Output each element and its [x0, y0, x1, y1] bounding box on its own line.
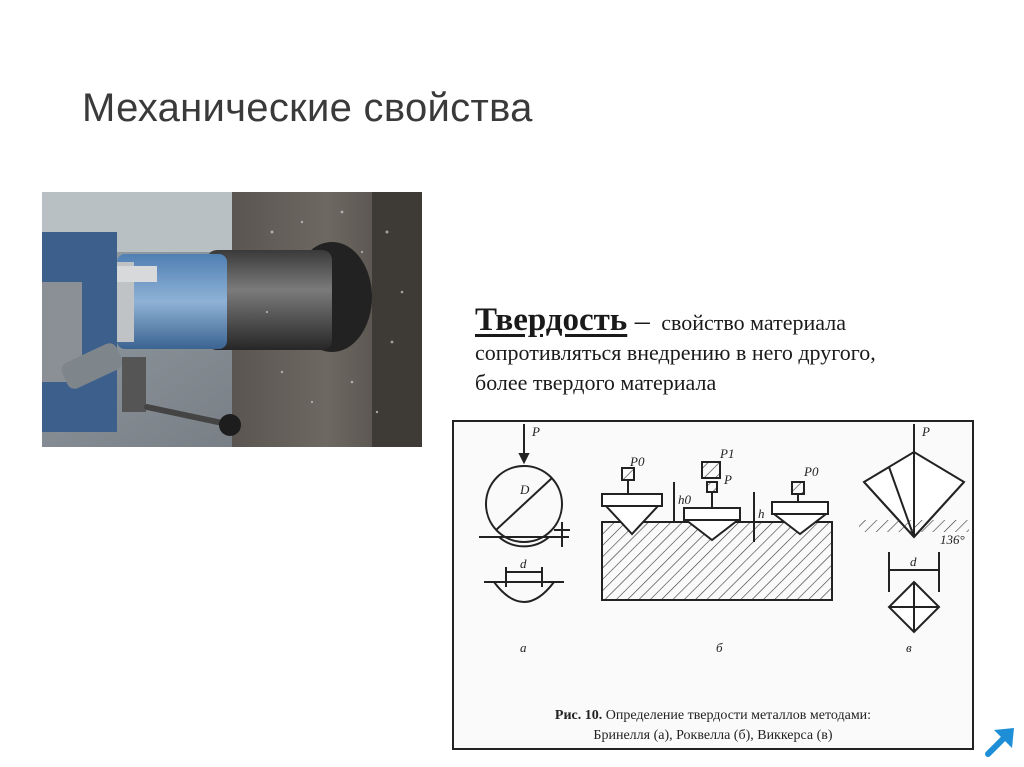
label-angle: 136° — [940, 532, 965, 547]
definition-line-2: сопротивляться внедрению в него другого, — [475, 340, 876, 365]
sublabel-a: а — [520, 640, 527, 655]
slide-title: Механические свойства — [82, 86, 533, 130]
definition-text — [475, 302, 995, 398]
label-P0-first: P0 — [630, 454, 645, 469]
caption-label: Рис. 10. — [554, 708, 603, 723]
definition-line-3: более твердого материала — [475, 370, 717, 395]
caption-line-1 — [454, 706, 972, 726]
sublabel-b: б — [716, 640, 723, 655]
sublabel-v: в — [906, 640, 912, 655]
caption-line-2: Бринелля (а), Роквелла (б), Виккерса (в) — [593, 728, 833, 743]
diagonal-arrow-icon[interactable] — [980, 722, 1020, 762]
label-h0: h0 — [678, 492, 691, 507]
label-P-rockwell: P — [724, 472, 732, 487]
label-P1: P1 — [720, 446, 735, 461]
definition-text-1: свойство материала — [661, 310, 846, 335]
label-D: D — [520, 482, 530, 497]
hardness-methods-figure — [452, 420, 974, 750]
label-P0-last: P0 — [804, 464, 819, 479]
label-d-vickers: d — [910, 554, 917, 569]
hardness-tester-photo — [42, 192, 422, 447]
label-P-vickers: P — [922, 424, 930, 439]
label-h: h — [758, 506, 765, 521]
definition-dash: – — [634, 304, 650, 337]
label-d-brinell: d — [520, 556, 527, 571]
term-hardness: Твердость — [475, 302, 628, 338]
label-P-brinell: P — [532, 424, 540, 439]
definition-line-1 — [475, 302, 995, 338]
figure-caption — [454, 706, 972, 746]
caption-text-1: Определение твердости металлов методами: — [605, 708, 872, 723]
